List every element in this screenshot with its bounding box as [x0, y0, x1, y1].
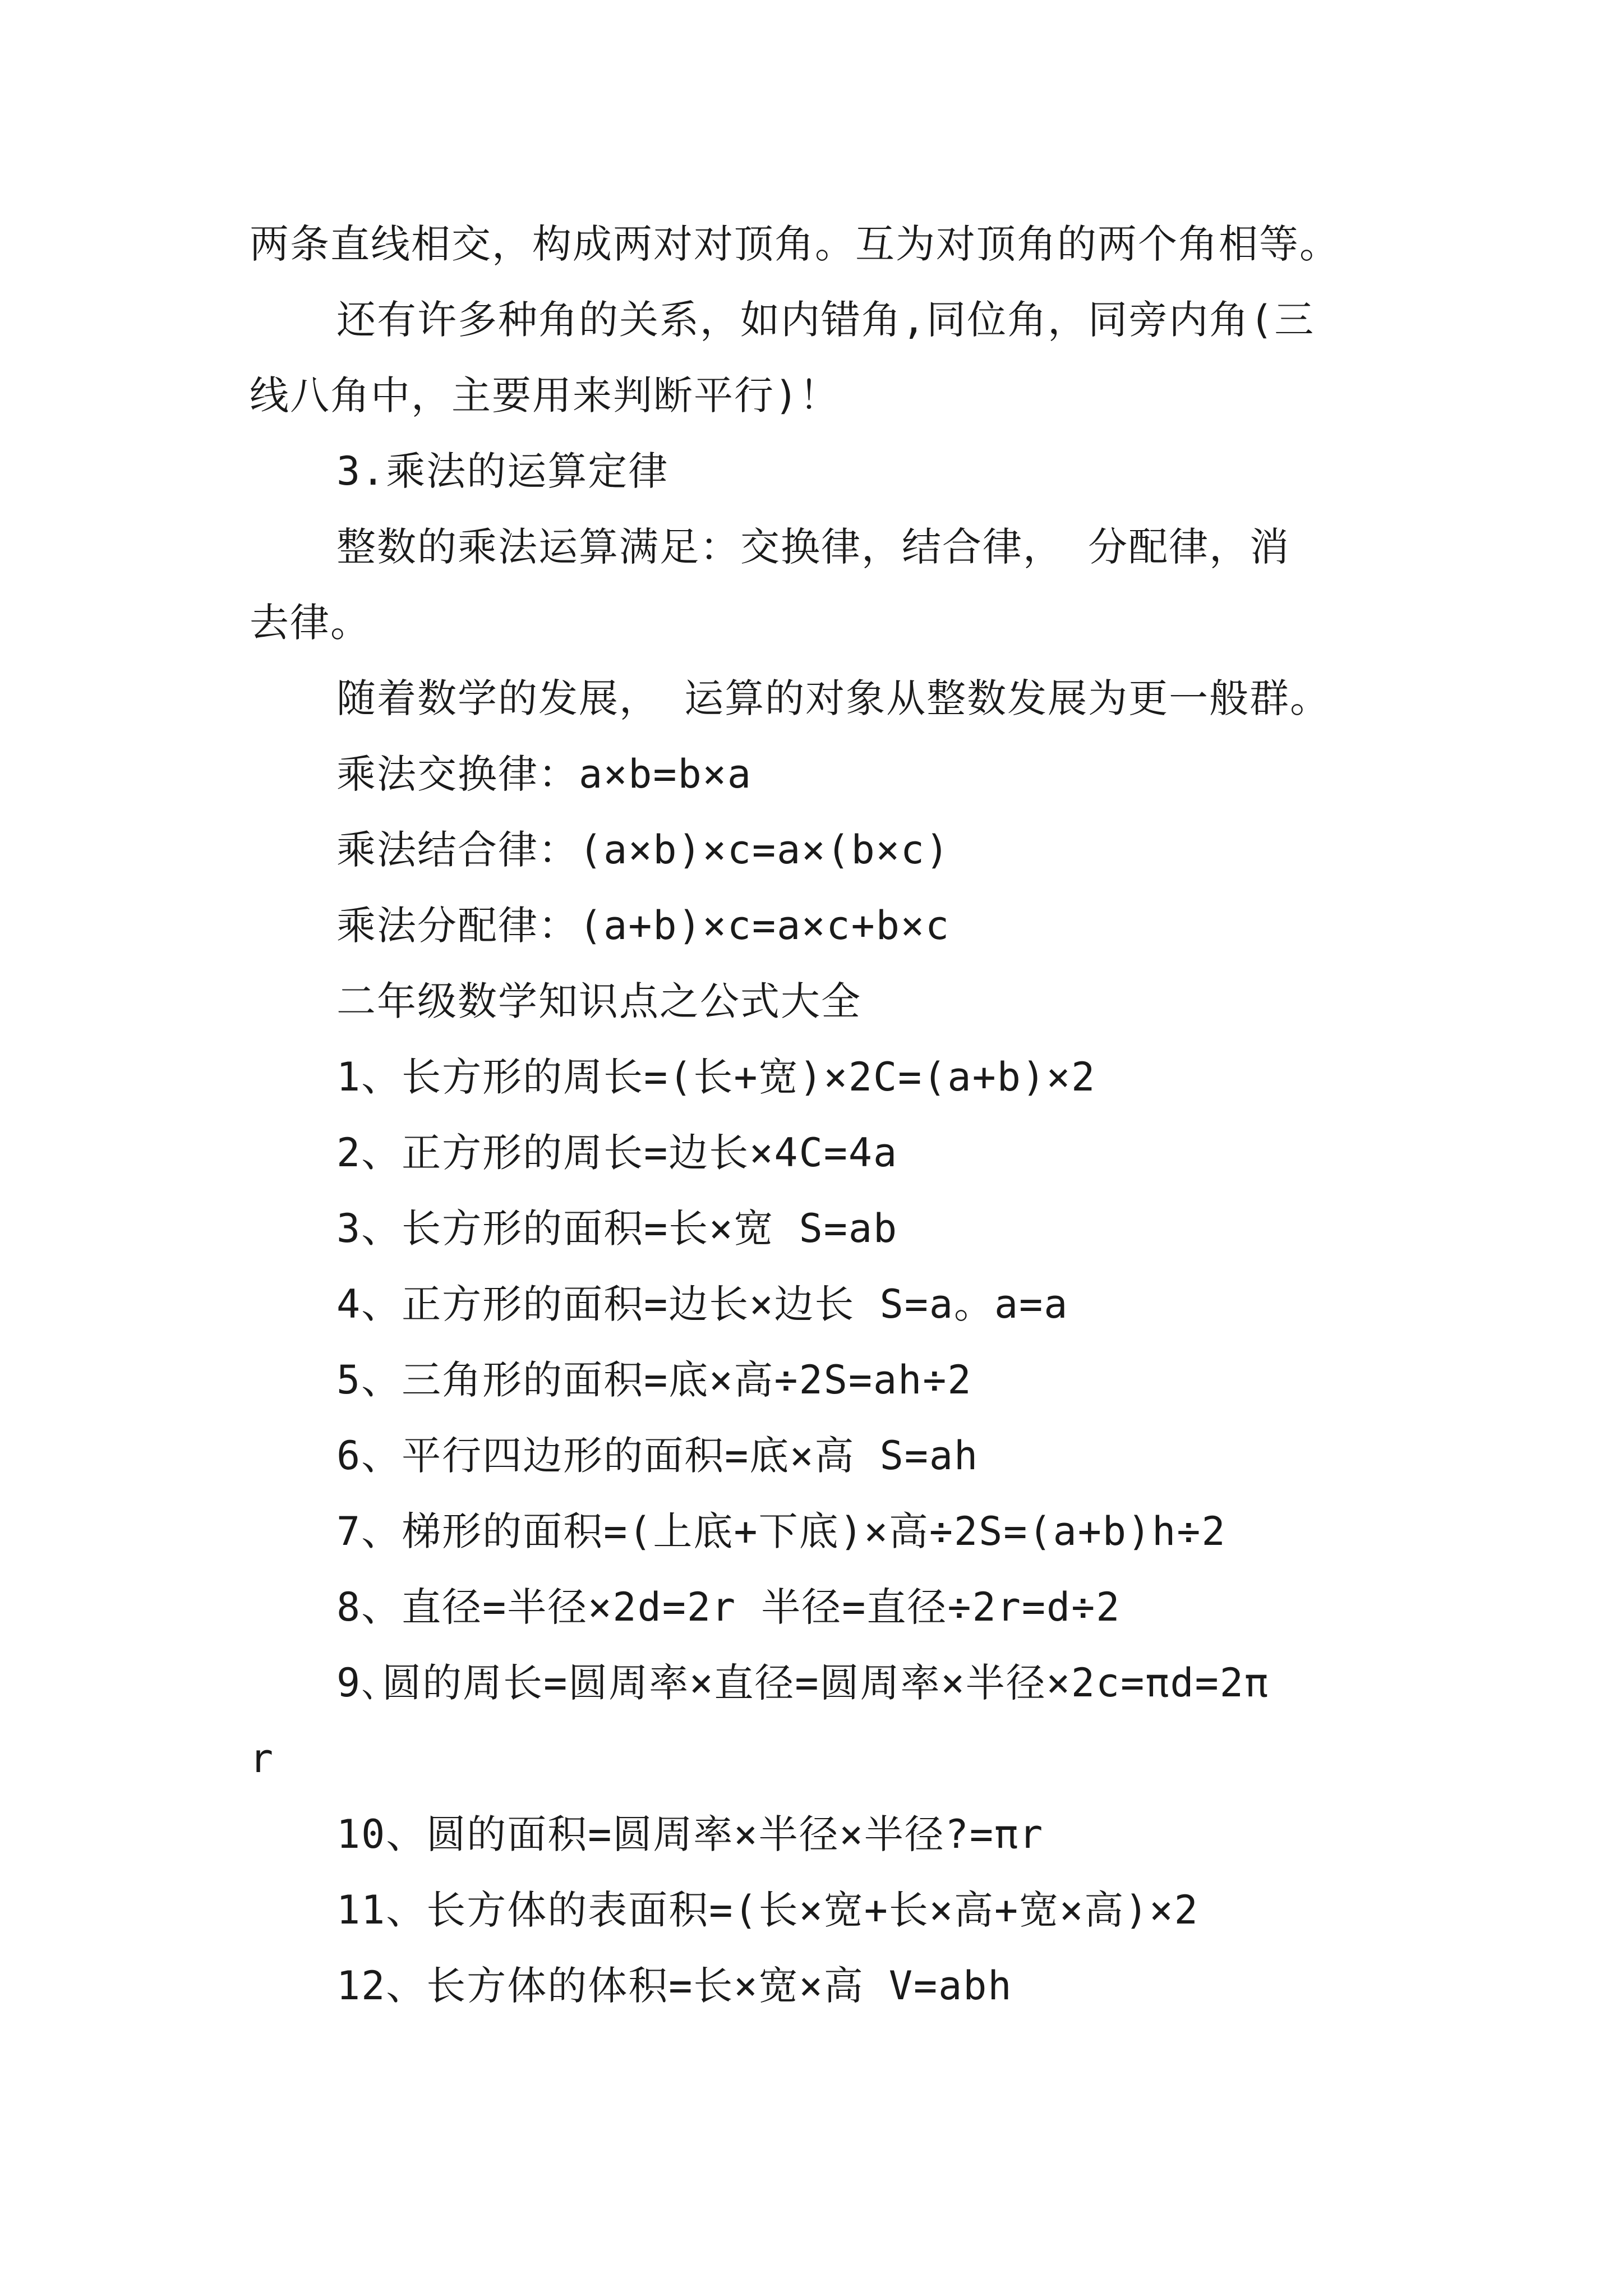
- formula-line: 乘法结合律：(a×b)×c=a×(b×c): [336, 827, 951, 873]
- section-heading: 二年级数学知识点之公式大全: [336, 978, 861, 1024]
- formula-line: 11、长方体的表面积=(长×宽+长×高+宽×高)×2: [336, 1887, 1199, 1933]
- formula-line: 4、正方形的面积=边长×边长 S=a。a=a: [336, 1281, 1069, 1327]
- formula-line: 7、梯形的面积=(上底+下底)×高÷2S=(a+b)h÷2: [336, 1508, 1227, 1554]
- text-line: 线八角中，主要用来判断平行)！: [250, 372, 840, 418]
- text-line: 两条直线相交，构成两对对顶角。互为对顶角的两个角相等。: [250, 221, 1340, 267]
- text-line: 去律。: [250, 600, 371, 646]
- formula-line: 5、三角形的面积=底×高÷2S=ah÷2: [336, 1357, 972, 1403]
- formula-line: 12、长方体的体积=长×宽×高 V=abh: [336, 1963, 1013, 2009]
- text-line: 整数的乘法运算满足：交换律，结合律， 分配律，消: [336, 524, 1290, 570]
- formula-line: 1、长方形的周长=(长+宽)×2C=(a+b)×2: [336, 1054, 1096, 1100]
- text-line: 还有许多种角的关系，如内错角,同位角，同旁内角(三: [336, 297, 1315, 343]
- formula-line: 3、长方形的面积=长×宽 S=ab: [336, 1205, 898, 1251]
- formula-line: 8、直径=半径×2d=2r 半径=直径÷2r=d÷2: [336, 1584, 1121, 1630]
- formula-line: 10、圆的面积=圆周率×半径×半径?=πr: [336, 1811, 1044, 1857]
- text-line: 随着数学的发展， 运算的对象从整数发展为更一般群。: [336, 675, 1331, 721]
- formula-line: 乘法交换律：a×b=b×a: [336, 751, 753, 797]
- formula-line: r: [250, 1736, 275, 1782]
- formula-line: 2、正方形的周长=边长×4C=4a: [336, 1130, 898, 1176]
- section-heading: 3.乘法的运算定律: [336, 448, 669, 494]
- formula-line: 乘法分配律：(a+b)×c=a×c+b×c: [336, 903, 951, 949]
- formula-line: 9､圆的周长=圆周率×直径=圆周率×半径×2c=πd=2π: [336, 1660, 1270, 1706]
- formula-line: 6、平行四边形的面积=底×高 S=ah: [336, 1433, 979, 1479]
